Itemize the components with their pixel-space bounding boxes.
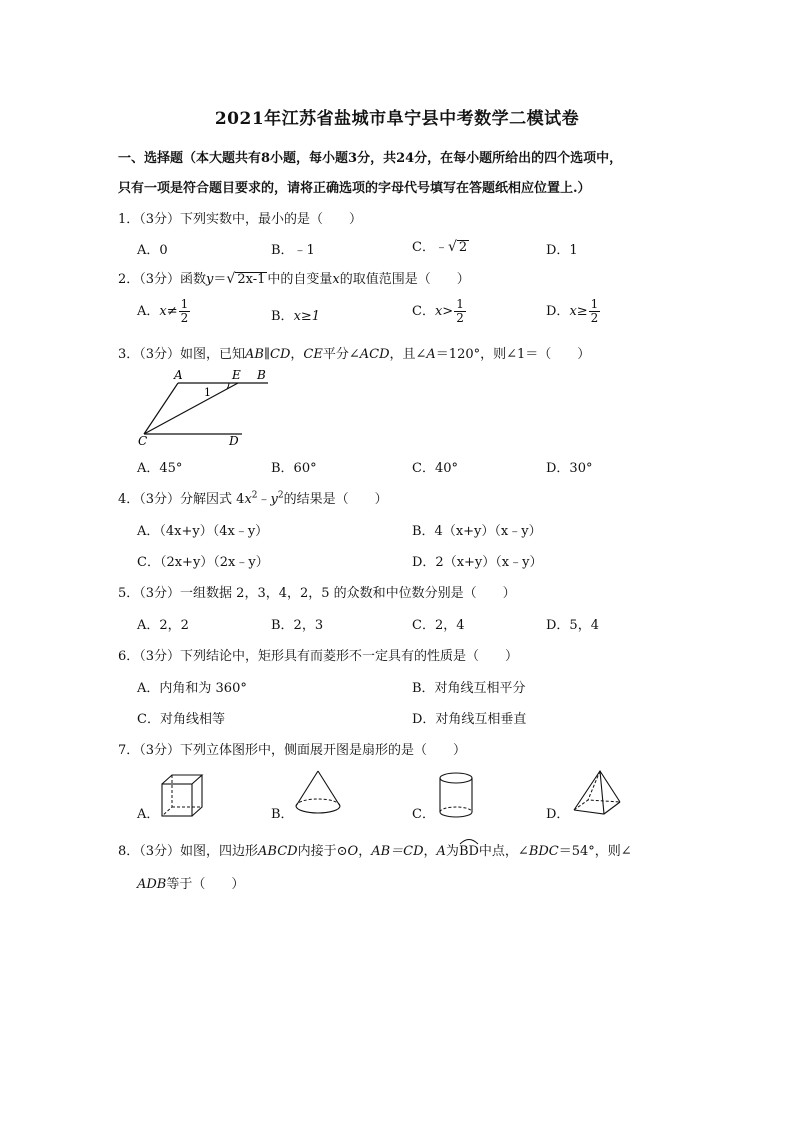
q5-option-a: A．2，2 <box>137 618 189 633</box>
q2-option-c <box>412 298 467 325</box>
radical-sign: √ <box>447 239 457 255</box>
section-heading-line1: 一、选择题（本大题共有8小题，每小题3分，共24分，在每小题所给出的四个选项中， <box>118 151 623 166</box>
q5-option-b: B．2，3 <box>271 618 324 633</box>
q6-option-a: A．内角和为 360° <box>137 681 247 696</box>
q3-option-c: C．40° <box>412 461 458 476</box>
q8-sep: ， <box>358 844 372 859</box>
cone-icon <box>292 768 344 818</box>
cube-icon <box>158 772 206 822</box>
q7-option-c: C． <box>412 807 435 822</box>
q1-option-a: A．0 <box>137 243 168 258</box>
q2-stem-end: 的取值范围是（ ） <box>339 272 470 287</box>
question-2-stem <box>118 268 470 287</box>
q6-option-d: D．对角线互相垂直 <box>412 712 527 727</box>
radical-sign: √ <box>226 271 236 287</box>
q2-option-d <box>546 298 601 325</box>
fraction-denominator: 2 <box>590 311 599 325</box>
q3-sep: ， <box>290 347 304 362</box>
q2-var-y: y <box>206 272 214 287</box>
q7-option-d: D． <box>546 807 570 822</box>
q2-option-a <box>137 298 191 325</box>
q4-exponent-1: 2 <box>251 490 258 501</box>
q2-stem-prefix: 2．（3分）函数 <box>118 272 207 287</box>
q2-option-a-fraction <box>179 298 191 325</box>
q8-inscribed: 内接于⊙ <box>297 844 348 859</box>
question-8-stem-line2 <box>137 873 244 892</box>
q4-var-y: y <box>270 492 278 507</box>
fraction-numerator: 1 <box>590 297 599 311</box>
question-5-stem: 5．（3分）一组数据 2，3，4，2，5 的众数和中位数分别是（ ） <box>118 586 516 601</box>
q2-option-c-rel: x> <box>434 304 454 319</box>
q4-stem-prefix: 4．（3分）分解因式 4 <box>118 492 245 507</box>
q8-angle-adb: ADB <box>137 877 167 892</box>
q8-arc-label: BD <box>458 844 479 859</box>
q2-option-a-rel: x≠ <box>159 304 178 319</box>
section-heading <box>118 144 678 204</box>
q6-option-b: B．对角线互相平分 <box>412 681 526 696</box>
q2-option-a-label: A． <box>137 304 160 319</box>
q8-stem-prefix: 8．（3分）如图，四边形 <box>118 844 259 859</box>
question-3-stem <box>118 343 590 362</box>
q2-option-c-fraction <box>454 298 466 325</box>
question-4-stem <box>118 488 388 507</box>
q3-stem-end: ＝120°，则∠1＝（ ） <box>435 347 591 362</box>
q5-option-d: D．5，4 <box>546 618 599 633</box>
q1-option-b: B．﹣1 <box>271 243 315 258</box>
q8-for: 为 <box>445 844 459 859</box>
fraction-denominator: 2 <box>456 311 464 325</box>
fraction-numerator: 1 <box>180 297 189 311</box>
q3-angle-acd: ACD <box>359 347 390 362</box>
q4-option-b: B．4（x+y）（x﹣y） <box>412 524 542 539</box>
q4-option-a: A．（4x+y）（4x﹣y） <box>137 524 269 539</box>
q8-point-a: A <box>436 844 446 859</box>
question-8-stem-line1 <box>118 840 632 859</box>
label-angle-1: 1 <box>204 386 211 399</box>
q7-option-b: B． <box>271 807 294 822</box>
pyramid-icon <box>570 768 624 820</box>
q1-option-c <box>412 236 469 255</box>
q2-option-b-label: B． <box>271 309 294 324</box>
q2-option-b-rel: x≥1 <box>293 309 321 324</box>
label-a: A <box>174 368 183 382</box>
question-7-stem: 7．（3分）下列立体图形中，侧面展开图是扇形的是（ ） <box>118 743 467 758</box>
q8-stem-line1-end: ＝54°，则∠ <box>558 844 632 859</box>
line-ce <box>144 383 238 434</box>
q6-option-c: C．对角线相等 <box>137 712 225 727</box>
q2-option-c-label: C． <box>412 304 435 319</box>
q2-option-d-fraction <box>589 298 601 325</box>
page-title: 2021年江苏省盐城市阜宁县中考数学二模试卷 <box>214 109 580 129</box>
q1-option-c-label: C．﹣ <box>412 240 448 255</box>
line-ac <box>144 383 178 434</box>
q3-stem-mid2: ，且∠ <box>389 347 427 362</box>
q4-exponent-2: 2 <box>277 490 284 501</box>
q3-stem-mid: 平分∠ <box>322 347 360 362</box>
arc-mark-icon <box>459 837 479 845</box>
q4-stem-end: 的结果是（ ） <box>283 492 388 507</box>
q2-option-b <box>271 305 320 324</box>
q7-option-a: A． <box>137 807 160 822</box>
label-e: E <box>232 368 241 382</box>
q8-arc-bd <box>459 844 479 859</box>
q3-parallel-lines: AB∥CD <box>245 347 291 362</box>
q3-option-a: A．45° <box>137 461 183 476</box>
label-c: C <box>138 434 148 448</box>
q3-option-b: B．60° <box>271 461 317 476</box>
cylinder-icon <box>436 770 476 822</box>
q2-radicand: 2x-1 <box>237 272 266 287</box>
q3-option-d: D．30° <box>546 461 593 476</box>
q4-option-c: C．（2x+y）（2x﹣y） <box>137 555 269 570</box>
q8-midpoint: 中点，∠ <box>478 844 529 859</box>
q3-bisector: CE <box>303 347 323 362</box>
q3-figure <box>134 366 274 450</box>
q8-angle-bdc: BDC <box>528 844 559 859</box>
q8-stem-line2-end: 等于（ ） <box>166 877 245 892</box>
q2-stem-mid: 中的自变量 <box>267 272 333 287</box>
q4-var-x: x <box>244 492 252 507</box>
q8-quadrilateral: ABCD <box>258 844 298 859</box>
question-6-stem: 6．（3分）下列结论中，矩形具有而菱形不一定具有的性质是（ ） <box>118 649 519 664</box>
q3-stem-prefix: 3．（3分）如图，已知 <box>118 347 246 362</box>
q8-ab-eq-cd: AB＝CD <box>371 844 424 859</box>
q2-option-d-rel: x≥ <box>569 304 588 319</box>
question-1-stem: 1．（3分）下列实数中，最小的是（ ） <box>118 212 363 227</box>
q1-option-c-radicand: 2 <box>458 240 468 255</box>
section-heading-line2: 只有一项是符合题目要求的，请将正确选项的字母代号填写在答题纸相应位置上.） <box>118 181 591 196</box>
q2-option-d-label: D． <box>546 304 570 319</box>
q3-angle-a: A <box>426 347 436 362</box>
q1-option-d: D．1 <box>546 243 578 258</box>
q8-sep2: ， <box>423 844 437 859</box>
q4-minus: ﹣ <box>257 492 271 507</box>
q2-equals: ＝ <box>213 272 227 287</box>
label-d: D <box>229 434 239 448</box>
fraction-denominator: 2 <box>180 311 189 325</box>
q2-var-x: x <box>332 272 340 287</box>
fraction-numerator: 1 <box>456 297 464 311</box>
q4-option-d: D．2（x+y）（x﹣y） <box>412 555 543 570</box>
q5-option-c: C．2，4 <box>412 618 465 633</box>
label-b: B <box>257 368 266 382</box>
q8-circle-o: O <box>347 844 359 859</box>
